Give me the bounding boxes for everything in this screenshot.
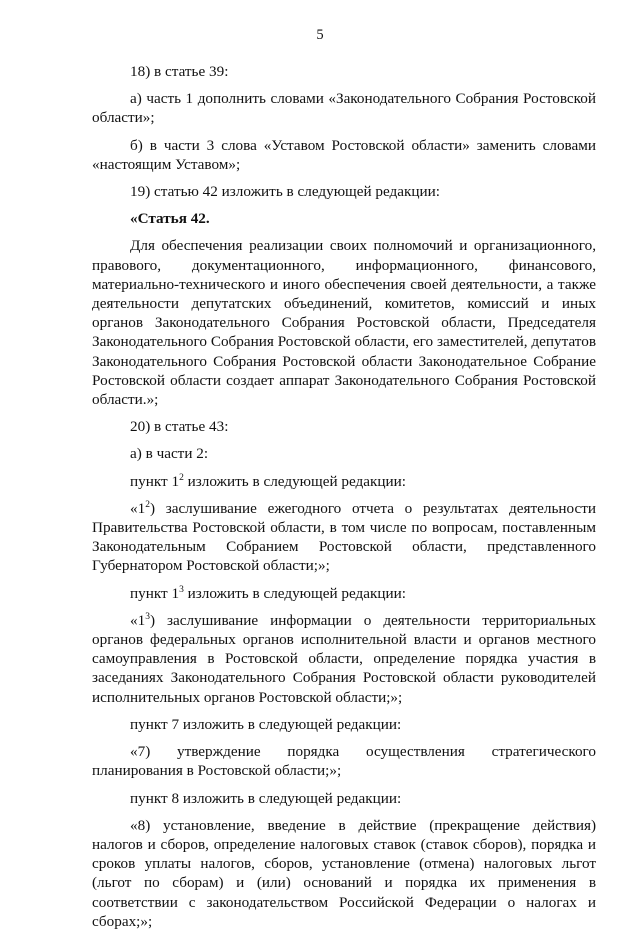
paragraph-item-20: 20) в статье 43: — [130, 418, 229, 436]
point-1-2-text-sup: 2 — [145, 499, 150, 510]
point-1-2-intro — [92, 472, 596, 491]
point-7-text: «7) утверждение порядка осуществления стратегического планирования в Ростовской области;»; — [92, 743, 596, 780]
paragraph-item-20a: а) в части 2: — [130, 445, 209, 463]
point-1-2-intro-after: изложить в следующей редакции: — [183, 472, 406, 490]
paragraph-item-18b: б) в части 3 слова «Уставом Ростовской области» заменить словами «настоящим Уставом»; — [92, 136, 596, 173]
page-number: 5 — [316, 27, 324, 43]
point-1-2-text-after: ) заслушивание ежегодного отчета о результатах деятельности Правительства Ростовской области, в том числе по вопросам, поставленным Законодательным Собранием Ростовской области, представленного Губернатором Ростовской области;»; — [92, 499, 596, 575]
article-42-text: Для обеспечения реализации своих полномочий и организационного, правового, документационного, информационного, финансового, материально-технического и иного обеспечения своей деятельности, а также деятельности депутатских объединений, комитетов, комиссий и иных органов Законодательного Собрания Ростовской области, Председателя Законодательного Собрания Ростовской области, его заместителей, депутатов Законодательного Собрания Ростовской области Законодательное Собрание Ростовской области создает аппарат Законодательного Собрания Ростовской области.»; — [92, 237, 596, 409]
point-1-2-text-before: «1 — [130, 499, 146, 517]
paragraph-item-18: 18) в статье 39: — [130, 63, 229, 80]
point-1-2-intro-before: пункт 1 — [130, 472, 180, 490]
document-body — [92, 62, 596, 939]
point-7-intro: пункт 7 изложить в следующей редакции: — [130, 715, 402, 733]
point-1-3-text-after: ) заслушивание информации о деятельности территориальных органов федеральных органов исполнительной власти и органов местного самоуправления в Ростовской области, определение порядка участия в заседаниях Законодательного Собрания Ростовской области руководителей исполнительных органов Ростовской области;»; — [92, 611, 596, 706]
point-1-2-text — [92, 499, 596, 576]
point-1-3-intro-after: изложить в следующей редакции: — [183, 584, 406, 602]
point-1-2-intro-sup: 2 — [179, 472, 184, 483]
point-8-text: «8) установление, введение в действие (прекращение действия) налогов и сборов, определение налоговых ставок (ставок сборов), порядка и сроков уплаты налогов, сборов, установление (отмена) налоговых льгот (льгот по сборам) и (или) оснований и порядка их применения в соответствии с законодательством Российской Федерации о налогах и сборах;»; — [92, 816, 596, 930]
point-1-3-text — [92, 611, 596, 707]
point-1-3-intro-sup: 3 — [179, 584, 184, 595]
point-1-3-intro-before: пункт 1 — [130, 584, 180, 602]
point-1-3-text-before: «1 — [130, 611, 146, 629]
article-42-heading: «Статья 42. — [130, 210, 210, 228]
point-1-3-intro — [92, 584, 596, 603]
point-8-intro: пункт 8 изложить в следующей редакции: — [130, 789, 402, 807]
point-1-3-text-sup: 3 — [145, 611, 150, 622]
paragraph-item-19: 19) статью 42 изложить в следующей редакции: — [130, 183, 440, 201]
paragraph-item-18a: а) часть 1 дополнить словами «Законодательного Собрания Ростовской области»; — [92, 90, 596, 127]
